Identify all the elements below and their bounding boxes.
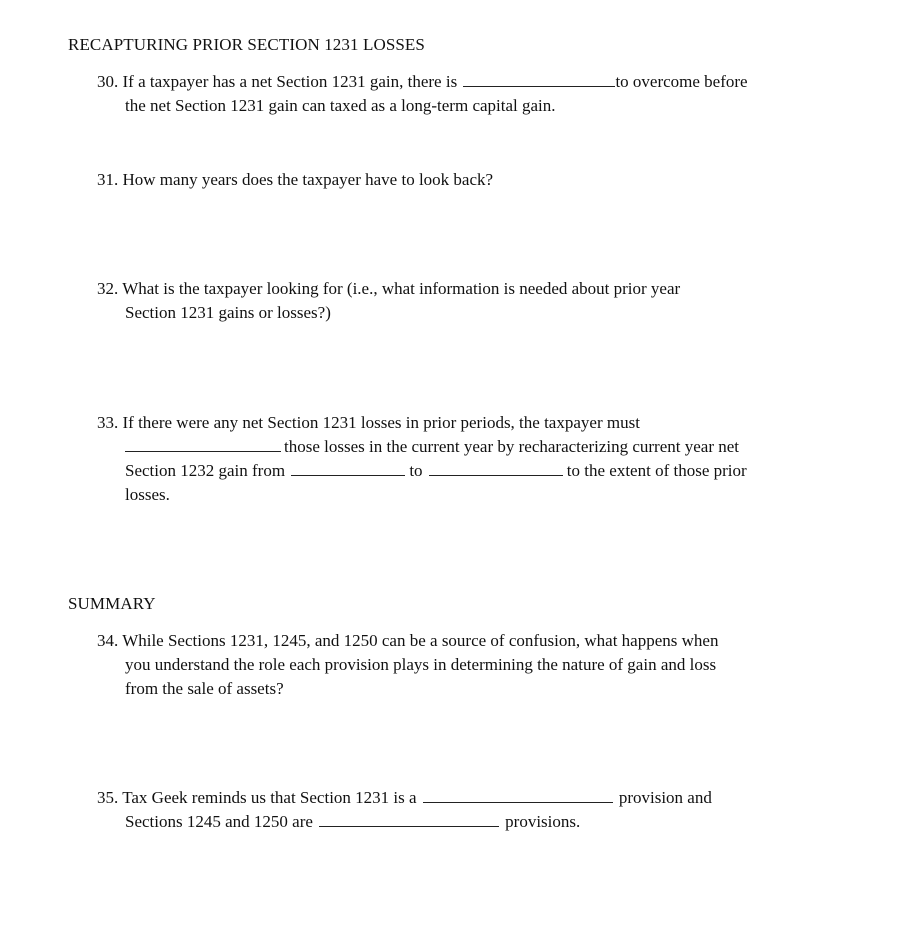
question-31: 31. How many years does the taxpayer have to look back? bbox=[97, 170, 494, 189]
question-32-line-2: Section 1231 gains or losses?) bbox=[125, 303, 331, 322]
question-33-blank-3[interactable] bbox=[429, 461, 563, 476]
question-30-text-a: 30. If a taxpayer has a net Section 1231 gain, there is bbox=[97, 72, 458, 91]
question-33-blank-2[interactable] bbox=[291, 461, 405, 476]
question-30-line-2: the net Section 1231 gain can taxed as a long-term capital gain. bbox=[125, 96, 556, 115]
question-33-line-4: losses. bbox=[125, 485, 170, 504]
question-33-text-d: to bbox=[409, 461, 423, 480]
question-33-line-3 bbox=[125, 459, 747, 483]
question-33-text-e: to the extent of those prior bbox=[566, 461, 747, 480]
question-32-line-1: 32. What is the taxpayer looking for (i.e., what information is needed about prior year bbox=[97, 279, 681, 298]
question-34-line-2: you understand the role each provision plays in determining the nature of gain and loss bbox=[125, 655, 717, 674]
question-33-text-c: Section 1232 gain from bbox=[125, 461, 286, 480]
question-35-text-d: provisions. bbox=[505, 812, 581, 831]
question-35-blank-2[interactable] bbox=[319, 812, 499, 827]
question-35-text-a: 35. Tax Geek reminds us that Section 1231 is a bbox=[97, 788, 417, 807]
question-35-text-b: provision and bbox=[618, 788, 712, 807]
question-30-line-1 bbox=[97, 70, 748, 94]
question-33-blank-1[interactable] bbox=[125, 437, 281, 452]
question-30-text-b: to overcome before bbox=[615, 72, 748, 91]
section-heading-recapturing: RECAPTURING PRIOR SECTION 1231 LOSSES bbox=[68, 35, 425, 54]
question-35-blank-1[interactable] bbox=[423, 788, 613, 803]
question-33-line-1: 33. If there were any net Section 1231 losses in prior periods, the taxpayer must bbox=[97, 413, 640, 432]
question-34-line-1: 34. While Sections 1231, 1245, and 1250 can be a source of confusion, what happens when bbox=[97, 631, 719, 650]
section-heading-summary: SUMMARY bbox=[68, 594, 156, 613]
question-35-line-2 bbox=[125, 810, 580, 834]
question-34-line-3: from the sale of assets? bbox=[125, 679, 284, 698]
question-35-text-c: Sections 1245 and 1250 are bbox=[125, 812, 313, 831]
question-30-blank-1[interactable] bbox=[463, 72, 615, 87]
question-35-line-1 bbox=[97, 786, 712, 810]
question-33-text-b: those losses in the current year by recharacterizing current year net bbox=[284, 437, 740, 456]
question-33-line-2 bbox=[125, 435, 739, 459]
